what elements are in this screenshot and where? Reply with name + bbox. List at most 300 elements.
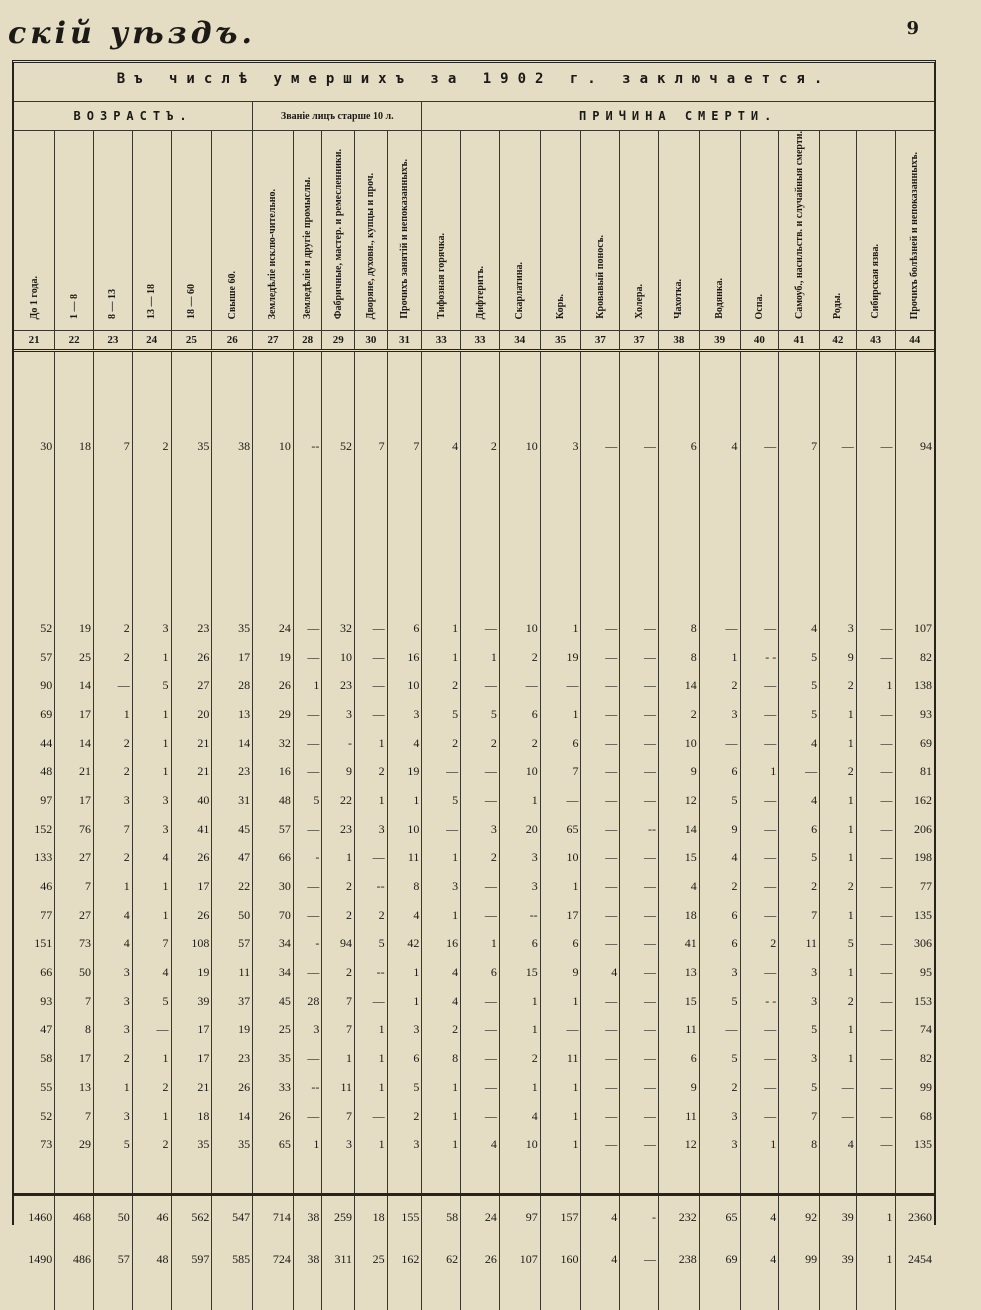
table-cell: —: [856, 815, 895, 844]
table-cell: 1: [699, 643, 740, 672]
table-cell: —: [740, 958, 779, 987]
table-cell: 27: [55, 843, 94, 872]
table-cell: 19: [55, 614, 94, 643]
table-cell: 1: [820, 700, 857, 729]
column-header-label: Земледѣліе исклю-чительно.: [267, 188, 279, 319]
table-cell: 25: [55, 643, 94, 672]
column-number: 25: [171, 330, 212, 350]
table-row: [14, 987, 934, 1016]
column-number: 33: [461, 330, 500, 350]
table-cell: —: [461, 1073, 500, 1102]
table-cell: 1: [422, 901, 461, 930]
table-cell: —: [620, 843, 659, 872]
table-cell: —: [581, 643, 620, 672]
column-header: [94, 131, 133, 331]
table-cell: 39: [820, 1238, 857, 1280]
table-cell: 1: [820, 1016, 857, 1045]
table-cell: 2: [94, 843, 133, 872]
column-header: [461, 131, 500, 331]
table-cell: —: [620, 671, 659, 700]
table-cell: 5: [422, 700, 461, 729]
table-cell: 11: [779, 930, 820, 959]
column-header: [293, 131, 322, 331]
table-cell: 1: [94, 700, 133, 729]
column-header: [658, 131, 699, 331]
table-cell: 47: [40, 1022, 53, 1037]
table-cell: 4: [422, 958, 461, 987]
table-cell: 2: [779, 872, 820, 901]
table-cell: 8: [387, 872, 422, 901]
table-cell: 10: [387, 815, 422, 844]
table-cell: —: [699, 614, 740, 643]
table-cell: 10: [322, 643, 355, 672]
table-cell: 6: [779, 815, 820, 844]
table-cell: 7: [322, 1016, 355, 1045]
table-cell: 7: [540, 757, 581, 786]
table-cell: 15: [658, 987, 699, 1016]
table-cell: —: [581, 1130, 620, 1159]
table-cell: 3: [699, 1102, 740, 1131]
table-cell: 232: [658, 1195, 699, 1239]
table-cell: 4: [779, 729, 820, 758]
table-cell: —: [740, 1016, 779, 1045]
table-cell: 50: [212, 901, 253, 930]
table-cell: 17: [55, 700, 94, 729]
table-cell: 9: [658, 757, 699, 786]
table-cell: 50: [94, 1195, 133, 1239]
page-header: [0, 10, 981, 55]
table-cell: 8: [779, 1130, 820, 1159]
table-cell: 162: [387, 1238, 422, 1280]
table-cell: 52: [322, 430, 355, 464]
table-cell: —: [620, 958, 659, 987]
table-cell: —: [581, 729, 620, 758]
table-cell: 8: [55, 1016, 94, 1045]
table-cell: 26: [171, 901, 212, 930]
table-cell: 1: [132, 1102, 171, 1131]
table-cell: 10: [499, 614, 540, 643]
table-cell: —: [620, 1238, 659, 1280]
table-cell: —: [293, 1044, 322, 1073]
column-header: [253, 131, 294, 331]
table-cell: 4: [779, 786, 820, 815]
group-header-row: [14, 102, 934, 131]
table-cell: 8: [658, 643, 699, 672]
table-cell: 2: [322, 901, 355, 930]
table-cell: 1: [293, 1130, 322, 1159]
table-cell: —: [620, 987, 659, 1016]
table-cell: 93: [895, 700, 934, 729]
table-cell: 10: [499, 430, 540, 464]
table-cell: 19: [387, 757, 422, 786]
table-cell: —: [540, 786, 581, 815]
table-cell: 6: [499, 930, 540, 959]
table-cell: 5: [387, 1073, 422, 1102]
table-cell: 35: [212, 614, 253, 643]
table-cell: —: [779, 757, 820, 786]
table-cell: 73: [55, 930, 94, 959]
table-cell: 5: [779, 700, 820, 729]
table-cell: —: [581, 757, 620, 786]
column-header: [820, 131, 857, 331]
table-cell: —: [581, 872, 620, 901]
table-cell: —: [461, 987, 500, 1016]
table-cell: 76: [55, 815, 94, 844]
table-cell: 5: [779, 843, 820, 872]
table-cell: 68: [895, 1102, 934, 1131]
table-cell: 2: [699, 1073, 740, 1102]
table-cell: 29: [253, 700, 294, 729]
table-cell: —: [856, 729, 895, 758]
table-cell: 28: [212, 671, 253, 700]
table-cell: 7: [94, 815, 133, 844]
table-cell: 97: [40, 792, 53, 807]
table-cell: 3: [820, 614, 857, 643]
table-cell: —: [293, 700, 322, 729]
table-cell: 57: [40, 649, 53, 664]
table-cell: —: [293, 872, 322, 901]
group-header-rank: Званіе лицъ старше 10 л.: [253, 102, 422, 131]
table-cell: 26: [212, 1073, 253, 1102]
table-cell: 3: [132, 614, 171, 643]
table-cell: —: [740, 1073, 779, 1102]
table-cell: —: [355, 843, 388, 872]
table-cell: —: [620, 901, 659, 930]
table-cell: 2: [820, 757, 857, 786]
spacer-row: [14, 1280, 934, 1310]
table-cell: 11: [658, 1016, 699, 1045]
table-cell: 3: [94, 1016, 133, 1045]
column-header-label: 1 — 8: [68, 293, 80, 319]
table-cell: 3: [540, 430, 581, 464]
table-cell: 157: [540, 1195, 581, 1239]
table-cell: 1: [740, 757, 779, 786]
table-cell: 2: [94, 614, 133, 643]
table-cell: 3: [779, 987, 820, 1016]
table-cell: 1: [820, 815, 857, 844]
table-cell: 4: [387, 729, 422, 758]
table-cell: 93: [40, 993, 53, 1008]
table-cell: - -: [740, 987, 779, 1016]
table-cell: 4: [740, 1195, 779, 1239]
table-cell: 1: [132, 872, 171, 901]
table-cell: —: [581, 671, 620, 700]
table-cell: 57: [212, 930, 253, 959]
table-cell: —: [856, 1102, 895, 1131]
table-cell: 10: [499, 757, 540, 786]
table-cell: 21: [171, 729, 212, 758]
table-cell: 13: [658, 958, 699, 987]
table-cell: 135: [895, 901, 934, 930]
table-cell: 33: [253, 1073, 294, 1102]
table-cell: 3: [355, 815, 388, 844]
column-header-label: Дворяне, духовн., купцы и проч.: [365, 172, 377, 319]
table-cell: 1: [540, 1102, 581, 1131]
table-cell: 1: [856, 671, 895, 700]
table-cell: 714: [253, 1195, 294, 1239]
table-cell: 7: [94, 430, 133, 464]
table-cell: 66: [253, 843, 294, 872]
table-cell: 2: [387, 1102, 422, 1131]
table-cell: 6: [699, 757, 740, 786]
table-cell: —: [132, 1016, 171, 1045]
table-cell: 1: [387, 987, 422, 1016]
table-cell: 2: [355, 757, 388, 786]
table-cell: 1: [499, 786, 540, 815]
table-cell: 14: [212, 729, 253, 758]
table-cell: —: [422, 757, 461, 786]
table-cell: 3: [387, 1130, 422, 1159]
column-header-label: Корь.: [555, 293, 567, 319]
table-cell: —: [293, 1102, 322, 1131]
table-cell: 3: [322, 1130, 355, 1159]
column-number: 38: [658, 330, 699, 350]
table-cell: 30: [40, 439, 53, 454]
column-header-label: Роды.: [832, 293, 844, 319]
table-cell: —: [461, 1102, 500, 1131]
table-cell: 48: [253, 786, 294, 815]
table-cell: —: [620, 872, 659, 901]
table-cell: 20: [499, 815, 540, 844]
table-cell: 1: [740, 1130, 779, 1159]
table-cell: 11: [212, 958, 253, 987]
table-cell: —: [856, 786, 895, 815]
table-cell: 486: [55, 1238, 94, 1280]
table-cell: 16: [253, 757, 294, 786]
table-cell: 2: [422, 1016, 461, 1045]
table-cell: —: [856, 1044, 895, 1073]
table-cell: —: [856, 430, 895, 464]
column-header-label: Земледѣліе и другіе промыслы.: [302, 177, 314, 319]
table-cell: —: [740, 614, 779, 643]
table-cell: 5: [820, 930, 857, 959]
table-cell: 1: [540, 700, 581, 729]
table-cell: 6: [540, 729, 581, 758]
table-cell: —: [461, 757, 500, 786]
table-cell: 41: [658, 930, 699, 959]
table-cell: —: [293, 815, 322, 844]
table-cell: 1: [820, 958, 857, 987]
column-number: 39: [699, 330, 740, 350]
running-title: скій уѣздъ.: [8, 16, 256, 51]
table-cell: 597: [171, 1238, 212, 1280]
table-cell: 12: [658, 786, 699, 815]
table-cell: 306: [895, 930, 934, 959]
table-cell: 5: [355, 930, 388, 959]
table-cell: 1: [293, 671, 322, 700]
table-cell: 14: [658, 671, 699, 700]
table-cell: 70: [253, 901, 294, 930]
table-cell: 22: [322, 786, 355, 815]
column-number: 44: [895, 330, 934, 350]
table-cell: —: [620, 930, 659, 959]
column-header: [620, 131, 659, 331]
table-cell: 1: [132, 901, 171, 930]
table-cell: 24: [461, 1195, 500, 1239]
column-header-label: Самоуб., насильств. и случайныя смерти.: [793, 131, 805, 319]
column-header: [740, 131, 779, 331]
table-cell: 95: [895, 958, 934, 987]
table-cell: 2: [94, 729, 133, 758]
table-cell: 11: [540, 1044, 581, 1073]
table-cell: 2: [499, 643, 540, 672]
column-header: [132, 131, 171, 331]
table-cell: --: [620, 815, 659, 844]
column-number: 31: [387, 330, 422, 350]
column-number: 27: [253, 330, 294, 350]
table-cell: 9: [322, 757, 355, 786]
table-cell: 10: [387, 671, 422, 700]
table-cell: 48: [132, 1238, 171, 1280]
table-cell: 1: [820, 843, 857, 872]
table-cell: 52: [40, 1108, 53, 1123]
table-cell: 3: [699, 958, 740, 987]
column-number: 42: [820, 330, 857, 350]
table-cell: 38: [212, 430, 253, 464]
table-cell: 155: [387, 1195, 422, 1239]
table-cell: 2: [820, 671, 857, 700]
table-cell: 1: [355, 1044, 388, 1073]
table-cell: 17: [55, 1044, 94, 1073]
table-cell: 2: [740, 930, 779, 959]
table-cell: —: [740, 843, 779, 872]
table-cell: —: [581, 901, 620, 930]
spacer-row: [14, 350, 934, 430]
column-header-label: Фабричные, мастер. и ремесленники.: [332, 148, 344, 319]
table-cell: —: [856, 958, 895, 987]
table-cell: 12: [658, 1130, 699, 1159]
table-cell: 1: [94, 872, 133, 901]
column-header: [499, 131, 540, 331]
table-cell: —: [581, 1102, 620, 1131]
mortality-table: [14, 101, 934, 1310]
group-header-cause: ПРИЧИНА СМЕРТИ.: [422, 102, 934, 131]
spacer-row: [14, 464, 934, 614]
table-cell: 1: [422, 643, 461, 672]
table-cell: —: [293, 614, 322, 643]
table-cell: 27: [55, 901, 94, 930]
table-cell: 585: [212, 1238, 253, 1280]
table-cell: 2: [461, 430, 500, 464]
table-cell: 10: [253, 430, 294, 464]
table-cell: 47: [212, 843, 253, 872]
table-cell: 2454: [895, 1238, 934, 1280]
table-cell: 7: [779, 1102, 820, 1131]
table-cell: 1: [94, 1073, 133, 1102]
table-cell: 1: [322, 843, 355, 872]
table-cell: —: [620, 1044, 659, 1073]
table-cell: 2360: [895, 1195, 934, 1239]
column-header: [581, 131, 620, 331]
table-cell: 65: [253, 1130, 294, 1159]
table-cell: 3: [779, 958, 820, 987]
table-cell: 2: [499, 729, 540, 758]
table-cell: 5: [699, 987, 740, 1016]
table-cell: 7: [55, 1102, 94, 1131]
table-cell: —: [856, 1130, 895, 1159]
table-cell: 153: [895, 987, 934, 1016]
table-cell: 5: [422, 786, 461, 815]
table-cell: 1: [355, 1016, 388, 1045]
table-cell: —: [540, 1016, 581, 1045]
table-cell: —: [355, 671, 388, 700]
table-cell: 1: [856, 1195, 895, 1239]
table-cell: 38: [293, 1195, 322, 1239]
table-cell: 5: [699, 786, 740, 815]
table-cell: 94: [322, 930, 355, 959]
column-number: 37: [620, 330, 659, 350]
table-cell: —: [740, 1102, 779, 1131]
table-cell: 7: [355, 430, 388, 464]
table-cell: 65: [540, 815, 581, 844]
table-cell: 46: [40, 879, 53, 894]
table-cell: 4: [422, 987, 461, 1016]
table-cell: 7: [132, 930, 171, 959]
table-cell: 4: [461, 1130, 500, 1159]
column-number: 34: [499, 330, 540, 350]
table-cell: —: [355, 614, 388, 643]
table-cell: 138: [895, 671, 934, 700]
table-cell: 17: [171, 872, 212, 901]
table-cell: 29: [55, 1130, 94, 1159]
table-cell: 14: [658, 815, 699, 844]
table-cell: —: [820, 430, 857, 464]
table-cell: 4: [499, 1102, 540, 1131]
table-cell: 1: [540, 987, 581, 1016]
table-cell: 17: [55, 786, 94, 815]
table-cell: —: [422, 815, 461, 844]
table-cell: 30: [253, 872, 294, 901]
table-cell: 18: [658, 901, 699, 930]
table-cell: —: [293, 757, 322, 786]
table-cell: 160: [540, 1238, 581, 1280]
table-cell: —: [820, 1073, 857, 1102]
table-cell: 3: [499, 872, 540, 901]
table-cell: 18: [55, 430, 94, 464]
table-cell: 1: [540, 872, 581, 901]
table-cell: 3: [94, 786, 133, 815]
table-cell: 152: [34, 821, 53, 836]
table-cell: 4: [581, 1238, 620, 1280]
table-cell: 4: [94, 901, 133, 930]
table-cell: 1: [322, 1044, 355, 1073]
table-cell: 34: [253, 930, 294, 959]
column-header-label: Водянка.: [714, 278, 726, 319]
table-row: [14, 1044, 934, 1073]
table-cell: 2: [322, 958, 355, 987]
table-cell: —: [740, 872, 779, 901]
table-row: [14, 643, 934, 672]
column-number: 26: [212, 330, 253, 350]
table-cell: 2: [132, 430, 171, 464]
table-cell: 5: [779, 671, 820, 700]
table-cell: 4: [132, 958, 171, 987]
table-cell: 5: [779, 643, 820, 672]
table-cell: 8: [658, 614, 699, 643]
table-cell: 3: [422, 872, 461, 901]
table-cell: 81: [895, 757, 934, 786]
table-cell: —: [620, 643, 659, 672]
table-cell: 17: [171, 1016, 212, 1045]
column-number: 35: [540, 330, 581, 350]
table-cell: --: [499, 901, 540, 930]
table-cell: 39: [171, 987, 212, 1016]
table-cell: 5: [779, 1016, 820, 1045]
column-header: [14, 131, 55, 331]
table-cell: 94: [895, 430, 934, 464]
table-cell: 4: [94, 930, 133, 959]
table-cell: 6: [540, 930, 581, 959]
